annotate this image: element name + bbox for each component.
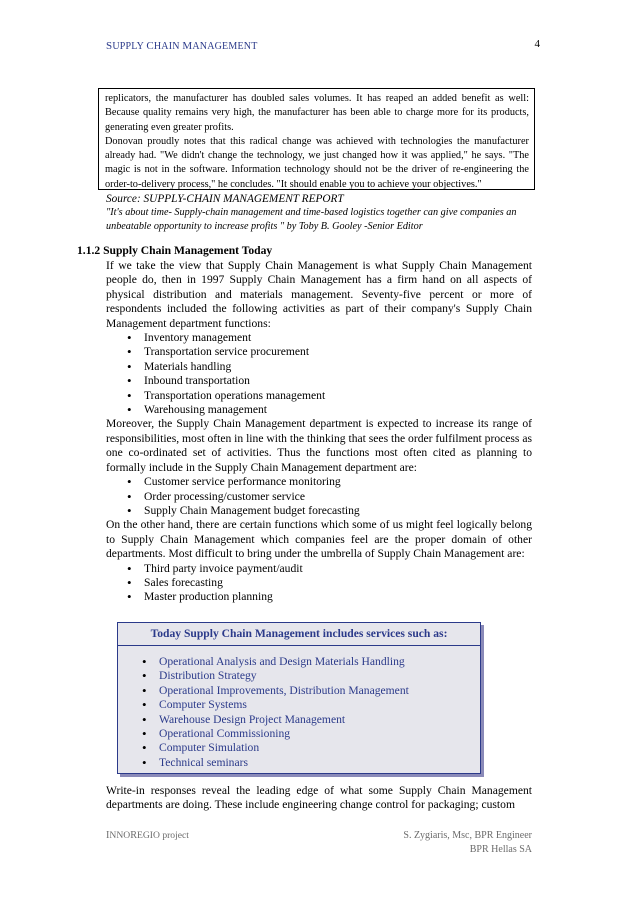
list-item: • Customer service performance monitoring: [106, 475, 532, 489]
services-list: [118, 655, 480, 770]
list-item: • Sales forecasting: [106, 576, 532, 590]
footer-project: INNOREGIO project: [106, 830, 189, 841]
paragraph-4: Write-in responses reveal the leading edge of what some Supply Chain Management departments are doing. These include engineering change control for packaging; custom: [106, 784, 532, 812]
list-item: • Supply Chain Management budget forecasting: [106, 504, 532, 518]
service-item: • Operational Analysis and Design Materials Handling: [118, 655, 480, 669]
quote-paragraph-2: Donovan proudly notes that this radical change was achieved with technologies the manufacturer already had. "We didn't change the technology, we just changed how it was applied," he says. "The magic is not in the software. Information technology should not be the driver of re-engineering the order-to-delivery process," he concludes. "It should enable you to achieve your objectives.": [105, 135, 529, 190]
section-heading: 1.1.2 Supply Chain Management Today: [77, 244, 273, 257]
list-item: • Transportation operations management: [106, 389, 532, 403]
paragraph-3: On the other hand, there are certain functions which some of us might feel logically belong to Supply Chain Management which companies feel are the proper domain of other departments. Most difficult to bring under the umbrella of Supply Chain Management are:: [106, 518, 532, 561]
list-item: • Inbound transportation: [106, 374, 532, 388]
planned-functions-list: [106, 475, 532, 518]
service-item: • Operational Commissioning: [118, 727, 480, 741]
footer-company: BPR Hellas SA: [469, 844, 532, 855]
footer-author: [360, 829, 532, 857]
list-item: • Order processing/customer service: [106, 490, 532, 504]
page-number: 4: [534, 38, 540, 50]
service-item: • Warehouse Design Project Management: [118, 713, 480, 727]
footer-author-name: S. Zygiaris, Msc, BPR Engineer: [403, 830, 532, 841]
source-reference: "It's about time- Supply-chain management and time-based logistics together can give companies an unbeatable opportunity to increase profits " by Toby B. Gooley -Senior Editor: [106, 207, 517, 232]
paragraph-1: If we take the view that Supply Chain Management is what Supply Chain Management people do, then in 1997 Supply Chain Management has a firm hand on all aspects of physical distribution and materials management. Seventy-five percent or more of respondents included the following activities as part of their company's Supply Chain Management department functions:: [106, 259, 532, 330]
service-item: • Computer Systems: [118, 698, 480, 712]
paragraph-2: Moreover, the Supply Chain Management department is expected to increase its range of responsibilities, most often in line with the thinking that sees the order fulfilment process as one co-ordinated set of activities. Thus the functions most often cited as planning to formally include in the Supply Chain Management department are:: [106, 417, 532, 474]
list-item: • Materials handling: [106, 360, 532, 374]
quote-paragraph-1: replicators, the manufacturer has doubled sales volumes. It has reaped an added benefit as well: Because quality remains very high, the manufacturer has been able to charge more for its products, generating even greater profits.: [105, 93, 529, 133]
services-box-title: Today Supply Chain Management includes services such as:: [118, 623, 480, 646]
other-departments-list: [106, 562, 532, 605]
quote-box: [98, 88, 535, 190]
services-box: [117, 622, 481, 774]
closing-paragraph-container: [106, 784, 532, 813]
list-item: • Warehousing management: [106, 403, 532, 417]
source-citation: [106, 192, 536, 233]
service-item: • Operational Improvements, Distribution Management: [118, 684, 480, 698]
list-item: • Inventory management: [106, 331, 532, 345]
list-item: • Master production planning: [106, 590, 532, 604]
section-body: [106, 259, 532, 605]
running-header-title: SUPPLY CHAIN MANAGEMENT: [106, 40, 258, 52]
list-item: • Third party invoice payment/audit: [106, 562, 532, 576]
list-item: • Transportation service procurement: [106, 345, 532, 359]
service-item: • Technical seminars: [118, 756, 480, 770]
functions-list: [106, 331, 532, 417]
source-label: Source: SUPPLY-CHAIN MANAGEMENT REPORT: [106, 193, 344, 205]
service-item: • Computer Simulation: [118, 741, 480, 755]
service-item: • Distribution Strategy: [118, 669, 480, 683]
